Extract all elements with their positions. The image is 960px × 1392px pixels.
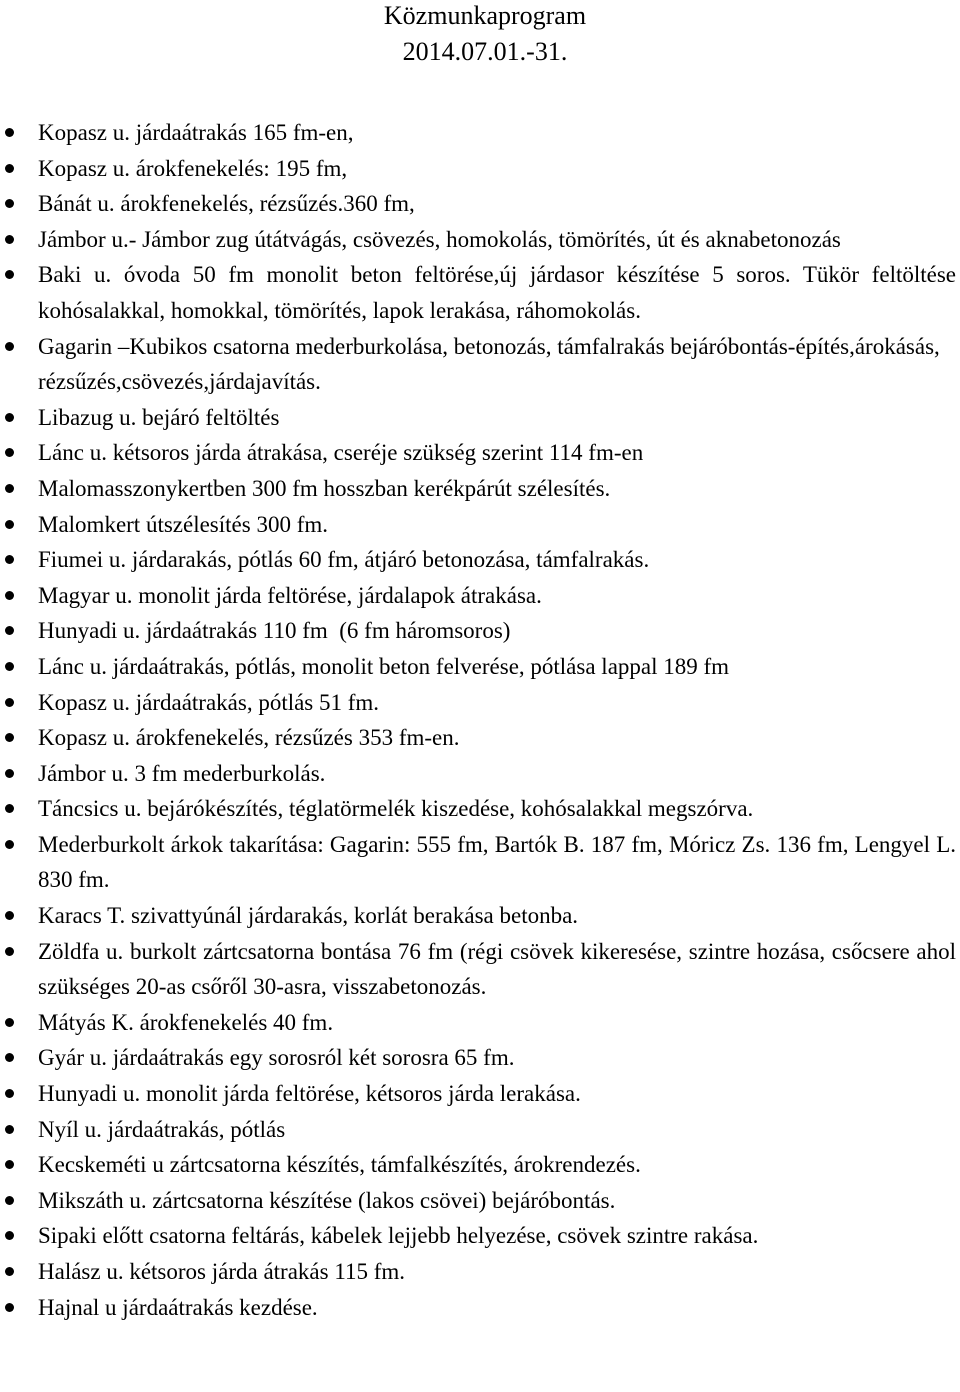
bullet-icon (5, 1089, 14, 1098)
list-item (0, 400, 960, 436)
bullet-icon (5, 270, 14, 279)
list-item-text: Magyar u. monolit járda feltörése, járdalapok átrakása. (38, 582, 542, 608)
list-item-text: Mátyás K. árokfenekelés 40 fm. (38, 1009, 334, 1035)
bullet-icon (5, 1231, 14, 1240)
list-item-text: Mikszáth u. zártcsatorna készítése (lakos csövei) bejáróbontás. (38, 1187, 616, 1213)
list-item-text: Fiumei u. járdarakás, pótlás 60 fm, átjáró betonozása, támfalrakás. (38, 547, 650, 573)
list-item-text: Gagarin –Kubikos csatorna mederburkolása, betonozás, támfalrakás bejáróbontás-építés,árokásás, rézsűzés,csövezés,járdajavítás. (38, 333, 940, 395)
bullet-icon (5, 1053, 14, 1062)
bullet-icon (5, 342, 14, 351)
list-item-text: Hajnal u járdaátrakás kezdése. (38, 1294, 318, 1320)
bullet-icon (5, 235, 14, 244)
list-item (0, 542, 960, 578)
list-item-text: Lánc u. kétsoros járda átrakása, cseréje szükség szerint 114 fm-en (38, 440, 644, 466)
list-item-text: Bánát u. árokfenekelés, rézsűzés.360 fm, (38, 191, 415, 217)
list-item-text: Táncsics u. bejárókészítés, téglatörmelék kiszedése, kohósalakkal megszórva. (38, 796, 754, 822)
list-item (0, 151, 960, 187)
list-item (0, 720, 960, 756)
list-item-text: Jámbor u. 3 fm mederburkolás. (38, 760, 326, 786)
list-item-text: Kecskeméti u zártcsatorna készítés, támfalkészítés, árokrendezés. (38, 1152, 641, 1178)
list-item (0, 898, 960, 934)
list-item (0, 827, 960, 898)
list-item-text: Kopasz u. járdaátrakás 165 fm-en, (38, 120, 354, 145)
list-item (0, 471, 960, 507)
list-item (0, 934, 960, 1005)
bullet-icon (5, 1018, 14, 1027)
bullet-icon (5, 555, 14, 564)
list-item-text: Zöldfa u. burkolt zártcsatorna bontása 76 fm (régi csövek kikeresése, szintre hozása, csőcsere ahol szükséges 20-as csőről 30-asra, visszabetonozás. (38, 938, 956, 1000)
bullet-icon (5, 1267, 14, 1276)
list-item (0, 685, 960, 721)
list-item (0, 649, 960, 685)
list-item-text: Kopasz u. árokfenekelés, rézsűzés 353 fm-en. (38, 725, 460, 751)
list-item-text: Malomasszonykertben 300 fm hosszban kerékpárút szélesítés. (38, 475, 611, 501)
list-item-text: Lánc u. járdaátrakás, pótlás, monolit beton felverése, pótlása lappal 189 fm (38, 653, 730, 679)
list-item (0, 1040, 960, 1076)
bullet-icon (5, 164, 14, 173)
list-item (0, 329, 960, 400)
list-item-text: Mederburkolt árkok takarítása: Gagarin: 555 fm, Bartók B. 187 fm, Móricz Zs. 136 fm, Lengyel L. 830 fm. (38, 831, 956, 893)
bullet-icon (5, 1125, 14, 1134)
list-item-text: Kopasz u. árokfenekelés: 195 fm, (38, 155, 348, 181)
bullet-icon (5, 769, 14, 778)
list-item-text: Sipaki előtt csatorna feltárás, kábelek lejjebb helyezése, csövek szintre rakása. (38, 1223, 759, 1249)
bullet-icon (5, 448, 14, 457)
list-item-text: Hunyadi u. járdaátrakás 110 fm (6 fm háromsoros) (38, 618, 511, 644)
list-item-text: Malomkert útszélesítés 300 fm. (38, 511, 328, 537)
bullet-icon (5, 591, 14, 600)
list-item (0, 222, 960, 258)
bullet-icon (5, 413, 14, 422)
bullet-icon (5, 1303, 14, 1312)
list-item (0, 1290, 960, 1326)
list-item (0, 1218, 960, 1254)
bullet-icon (5, 520, 14, 529)
list-item (0, 115, 960, 151)
bullet-icon (5, 698, 14, 707)
list-item (0, 791, 960, 827)
bullet-icon (5, 662, 14, 671)
list-item (0, 1076, 960, 1112)
bullet-icon (5, 484, 14, 493)
list-item (0, 1147, 960, 1183)
list-item (0, 1183, 960, 1219)
list-item-text: Libazug u. bejáró feltöltés (38, 404, 280, 430)
list-item (0, 435, 960, 471)
list-item (0, 1005, 960, 1041)
list-item-text: Baki u. óvoda 50 fm monolit beton feltörése,új járdasor készítése 5 soros. Tükör feltöltése kohósalakkal, homokkal, tömörítés, lapok lerakása, ráhomokolás. (38, 262, 956, 323)
list-item (0, 1112, 960, 1148)
work-item-list (0, 115, 960, 1325)
bullet-icon (5, 911, 14, 920)
document-date-range: 2014.07.01.-31. (402, 37, 568, 66)
list-item (0, 578, 960, 614)
bullet-icon (5, 947, 14, 956)
list-item-text: Halász u. kétsoros járda átrakás 115 fm. (38, 1259, 406, 1284)
list-item-text: Hunyadi u. monolit járda feltörése, kétsoros járda lerakása. (38, 1081, 581, 1107)
document-title: Közmunkaprogram (383, 1, 587, 30)
list-item (0, 186, 960, 222)
list-item-text: Gyár u. járdaátrakás egy sorosról két sorosra 65 fm. (38, 1045, 515, 1071)
bullet-icon (5, 804, 14, 813)
bullet-icon (5, 1196, 14, 1205)
bullet-icon (5, 128, 14, 137)
list-item (0, 507, 960, 543)
bullet-icon (5, 1160, 14, 1169)
list-item-text: Kopasz u. járdaátrakás, pótlás 51 fm. (38, 689, 380, 715)
bullet-icon (5, 733, 14, 742)
bullet-icon (5, 840, 14, 849)
list-item (0, 257, 960, 328)
list-item-text: Nyíl u. járdaátrakás, pótlás (38, 1116, 286, 1142)
list-item-text: Karacs T. szivattyúnál járdarakás, korlát berakása betonba. (38, 903, 579, 929)
list-item (0, 1254, 960, 1290)
list-item (0, 756, 960, 792)
bullet-icon (5, 626, 14, 635)
list-item (0, 613, 960, 649)
list-item-text: Jámbor u.- Jámbor zug útátvágás, csövezés, homokolás, tömörítés, út és aknabetonozás (38, 226, 841, 252)
bullet-icon (5, 199, 14, 208)
